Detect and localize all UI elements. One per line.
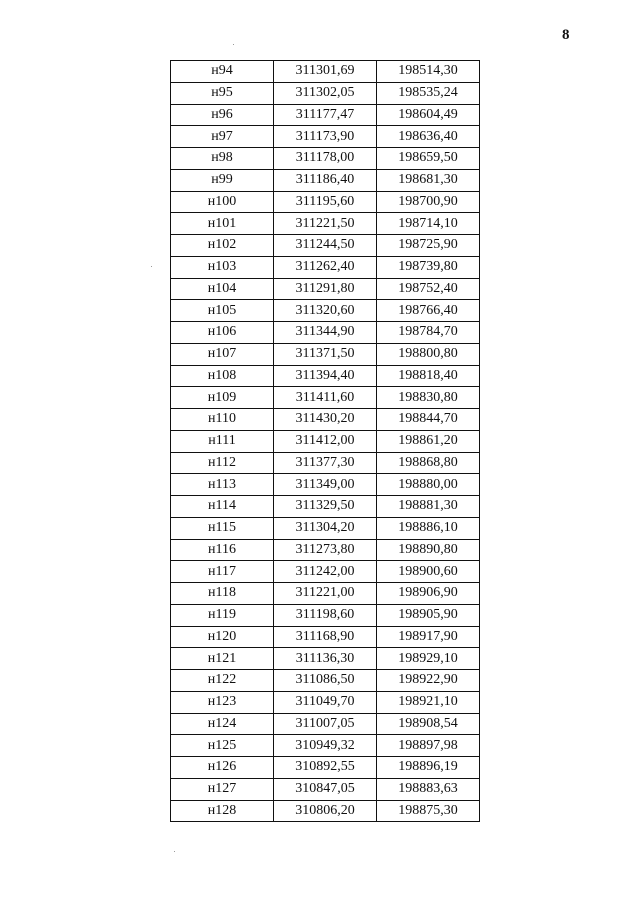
- y-coordinate-cell: 198890,80: [377, 539, 480, 561]
- x-coordinate-cell: 311262,40: [274, 256, 377, 278]
- point-name-cell: н98: [171, 148, 274, 170]
- y-coordinate-cell: 198714,10: [377, 213, 480, 235]
- y-coordinate-cell: 198766,40: [377, 300, 480, 322]
- x-coordinate-cell: 311198,60: [274, 604, 377, 626]
- y-coordinate-cell: 198905,90: [377, 604, 480, 626]
- point-name-cell: н124: [171, 713, 274, 735]
- y-coordinate-cell: 198800,80: [377, 343, 480, 365]
- x-coordinate-cell: 310949,32: [274, 735, 377, 757]
- table-row: [171, 626, 480, 648]
- x-coordinate-cell: 311178,00: [274, 148, 377, 170]
- x-coordinate-cell: 311349,00: [274, 474, 377, 496]
- x-coordinate-cell: 311186,40: [274, 169, 377, 191]
- table-row: [171, 191, 480, 213]
- y-coordinate-cell: 198861,20: [377, 430, 480, 452]
- table-row: [171, 409, 480, 431]
- point-name-cell: н94: [171, 61, 274, 83]
- y-coordinate-cell: 198922,90: [377, 670, 480, 692]
- y-coordinate-cell: 198604,49: [377, 104, 480, 126]
- point-name-cell: н107: [171, 343, 274, 365]
- point-name-cell: н113: [171, 474, 274, 496]
- table-row: [171, 517, 480, 539]
- table-row: [171, 256, 480, 278]
- y-coordinate-cell: 198700,90: [377, 191, 480, 213]
- y-coordinate-cell: 198535,24: [377, 82, 480, 104]
- x-coordinate-cell: 311177,47: [274, 104, 377, 126]
- table-row: [171, 604, 480, 626]
- table-row: [171, 213, 480, 235]
- table-row: [171, 82, 480, 104]
- point-name-cell: н101: [171, 213, 274, 235]
- point-name-cell: н103: [171, 256, 274, 278]
- point-name-cell: н122: [171, 670, 274, 692]
- y-coordinate-cell: 198636,40: [377, 126, 480, 148]
- scan-speck: [151, 266, 152, 267]
- x-coordinate-cell: 311173,90: [274, 126, 377, 148]
- point-name-cell: н111: [171, 430, 274, 452]
- x-coordinate-cell: 311411,60: [274, 387, 377, 409]
- point-name-cell: н116: [171, 539, 274, 561]
- x-coordinate-cell: 311304,20: [274, 517, 377, 539]
- point-name-cell: н115: [171, 517, 274, 539]
- point-name-cell: н121: [171, 648, 274, 670]
- y-coordinate-cell: 198880,00: [377, 474, 480, 496]
- y-coordinate-cell: 198881,30: [377, 496, 480, 518]
- point-name-cell: н112: [171, 452, 274, 474]
- y-coordinate-cell: 198875,30: [377, 800, 480, 822]
- point-name-cell: н108: [171, 365, 274, 387]
- point-name-cell: н125: [171, 735, 274, 757]
- x-coordinate-cell: 311344,90: [274, 322, 377, 344]
- point-name-cell: н99: [171, 169, 274, 191]
- x-coordinate-cell: 311168,90: [274, 626, 377, 648]
- point-name-cell: н95: [171, 82, 274, 104]
- table-row: [171, 691, 480, 713]
- point-name-cell: н119: [171, 604, 274, 626]
- x-coordinate-cell: 311302,05: [274, 82, 377, 104]
- x-coordinate-cell: 311430,20: [274, 409, 377, 431]
- point-name-cell: н117: [171, 561, 274, 583]
- point-name-cell: н127: [171, 778, 274, 800]
- x-coordinate-cell: 311291,80: [274, 278, 377, 300]
- y-coordinate-cell: 198725,90: [377, 235, 480, 257]
- y-coordinate-cell: 198900,60: [377, 561, 480, 583]
- x-coordinate-cell: 310847,05: [274, 778, 377, 800]
- point-name-cell: н118: [171, 583, 274, 605]
- x-coordinate-cell: 310892,55: [274, 757, 377, 779]
- x-coordinate-cell: 311371,50: [274, 343, 377, 365]
- x-coordinate-cell: 311136,30: [274, 648, 377, 670]
- point-name-cell: н96: [171, 104, 274, 126]
- y-coordinate-cell: 198868,80: [377, 452, 480, 474]
- y-coordinate-cell: 198844,70: [377, 409, 480, 431]
- table-row: [171, 278, 480, 300]
- table-row: [171, 735, 480, 757]
- scan-speck: [174, 851, 175, 852]
- table-row: [171, 343, 480, 365]
- x-coordinate-cell: 311320,60: [274, 300, 377, 322]
- point-name-cell: н120: [171, 626, 274, 648]
- x-coordinate-cell: 311412,00: [274, 430, 377, 452]
- x-coordinate-cell: 310806,20: [274, 800, 377, 822]
- y-coordinate-cell: 198752,40: [377, 278, 480, 300]
- coordinates-table: [170, 60, 480, 822]
- table-row: [171, 452, 480, 474]
- y-coordinate-cell: 198784,70: [377, 322, 480, 344]
- table-row: [171, 169, 480, 191]
- table-row: [171, 778, 480, 800]
- table-row: [171, 104, 480, 126]
- point-name-cell: н109: [171, 387, 274, 409]
- scan-speck: [233, 44, 234, 45]
- point-name-cell: н123: [171, 691, 274, 713]
- x-coordinate-cell: 311301,69: [274, 61, 377, 83]
- y-coordinate-cell: 198908,54: [377, 713, 480, 735]
- table-row: [171, 430, 480, 452]
- y-coordinate-cell: 198921,10: [377, 691, 480, 713]
- table-row: [171, 539, 480, 561]
- table-row: [171, 713, 480, 735]
- table-row: [171, 387, 480, 409]
- point-name-cell: н104: [171, 278, 274, 300]
- y-coordinate-cell: 198830,80: [377, 387, 480, 409]
- x-coordinate-cell: 311244,50: [274, 235, 377, 257]
- table-row: [171, 800, 480, 822]
- table-row: [171, 300, 480, 322]
- y-coordinate-cell: 198883,63: [377, 778, 480, 800]
- x-coordinate-cell: 311195,60: [274, 191, 377, 213]
- table-row: [171, 648, 480, 670]
- point-name-cell: н126: [171, 757, 274, 779]
- table-row: [171, 365, 480, 387]
- point-name-cell: н128: [171, 800, 274, 822]
- table-row: [171, 583, 480, 605]
- x-coordinate-cell: 311086,50: [274, 670, 377, 692]
- x-coordinate-cell: 311329,50: [274, 496, 377, 518]
- table-row: [171, 670, 480, 692]
- y-coordinate-cell: 198818,40: [377, 365, 480, 387]
- table-row: [171, 61, 480, 83]
- table-row: [171, 561, 480, 583]
- table-row: [171, 126, 480, 148]
- point-name-cell: н102: [171, 235, 274, 257]
- y-coordinate-cell: 198917,90: [377, 626, 480, 648]
- table-row: [171, 235, 480, 257]
- x-coordinate-cell: 311273,80: [274, 539, 377, 561]
- y-coordinate-cell: 198659,50: [377, 148, 480, 170]
- point-name-cell: н114: [171, 496, 274, 518]
- table-row: [171, 496, 480, 518]
- point-name-cell: н106: [171, 322, 274, 344]
- y-coordinate-cell: 198681,30: [377, 169, 480, 191]
- table-row: [171, 757, 480, 779]
- point-name-cell: н100: [171, 191, 274, 213]
- x-coordinate-cell: 311394,40: [274, 365, 377, 387]
- y-coordinate-cell: 198886,10: [377, 517, 480, 539]
- y-coordinate-cell: 198906,90: [377, 583, 480, 605]
- x-coordinate-cell: 311049,70: [274, 691, 377, 713]
- table-row: [171, 474, 480, 496]
- table-row: [171, 322, 480, 344]
- y-coordinate-cell: 198897,98: [377, 735, 480, 757]
- coordinates-table-body: [171, 61, 480, 822]
- point-name-cell: н97: [171, 126, 274, 148]
- point-name-cell: н110: [171, 409, 274, 431]
- x-coordinate-cell: 311242,00: [274, 561, 377, 583]
- y-coordinate-cell: 198929,10: [377, 648, 480, 670]
- y-coordinate-cell: 198514,30: [377, 61, 480, 83]
- y-coordinate-cell: 198896,19: [377, 757, 480, 779]
- table-row: [171, 148, 480, 170]
- page-number: 8: [562, 27, 570, 43]
- x-coordinate-cell: 311221,50: [274, 213, 377, 235]
- y-coordinate-cell: 198739,80: [377, 256, 480, 278]
- x-coordinate-cell: 311007,05: [274, 713, 377, 735]
- x-coordinate-cell: 311377,30: [274, 452, 377, 474]
- x-coordinate-cell: 311221,00: [274, 583, 377, 605]
- point-name-cell: н105: [171, 300, 274, 322]
